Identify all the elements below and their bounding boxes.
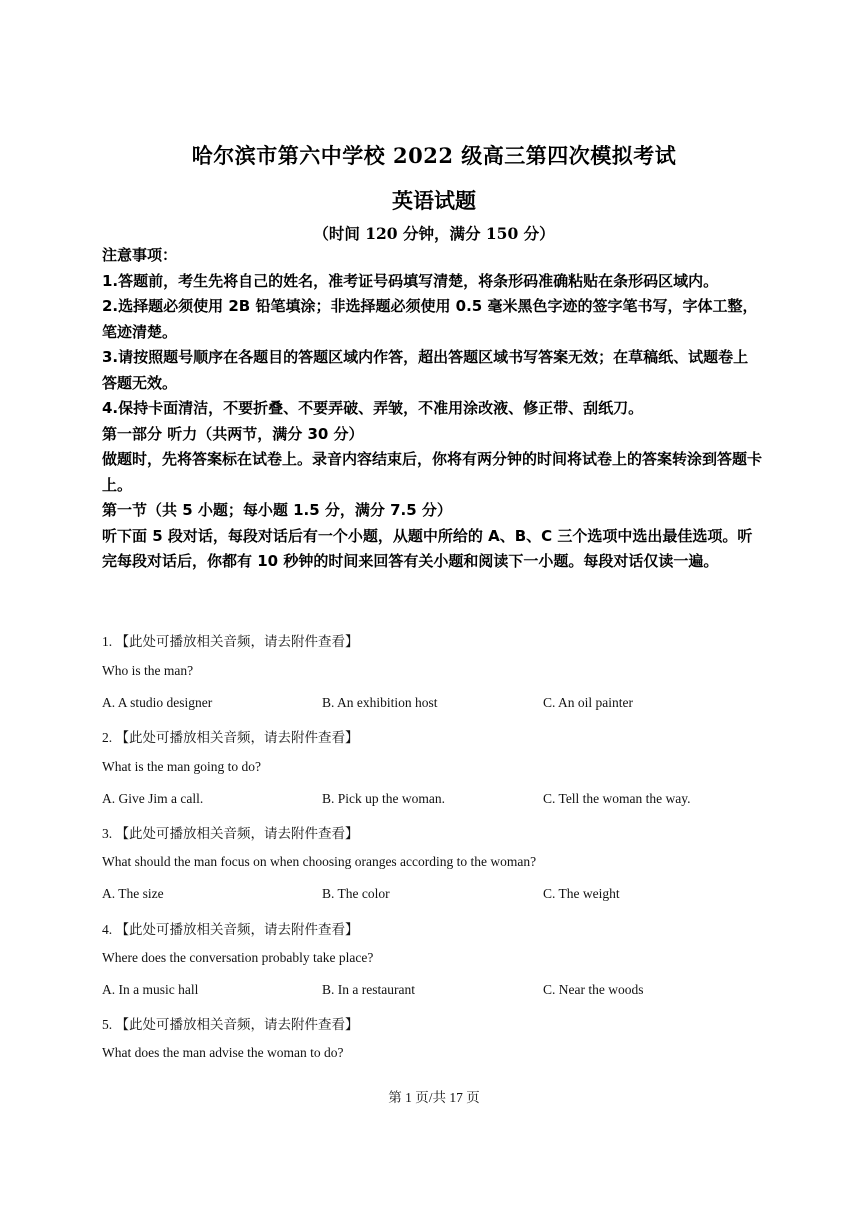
question-2-audio[interactable]: 2. 【此处可播放相关音频，请去附件查看】	[102, 730, 359, 745]
question-4-options	[102, 982, 762, 1000]
question-1-option-c[interactable]: C. An oil painter	[543, 695, 633, 710]
notice-heading: 注意事项：	[102, 246, 178, 264]
notice-item-4: 4.保持卡面清洁，不要折叠、不要弄破、弄皱，不准用涂改液、修正带、刮纸刀。	[102, 399, 644, 417]
question-4-option-c[interactable]: C. Near the woods	[543, 982, 644, 997]
page-number: 第 1 页/共 17 页	[388, 1090, 480, 1105]
question-2-option-b[interactable]: B. Pick up the woman.	[322, 791, 445, 806]
exam-title: 哈尔滨市第六中学校 2022 级高三第四次模拟考试	[191, 143, 677, 168]
question-4-option-b[interactable]: B. In a restaurant	[322, 982, 415, 997]
question-2-options	[102, 791, 762, 809]
part1-description: 做题时，先将答案标在试卷上。录音内容结束后，你将有两分钟的时间将试卷上的答案转涂到答题卡上。	[102, 450, 763, 494]
section1-heading: 第一节（共 5 小题；每小题 1.5 分，满分 7.5 分）	[102, 501, 452, 519]
question-5-audio[interactable]: 5. 【此处可播放相关音频，请去附件查看】	[102, 1017, 359, 1032]
question-3-prompt: What should the man focus on when choosing oranges according to the woman?	[102, 854, 537, 869]
part1-heading: 第一部分 听力（共两节，满分 30 分）	[102, 424, 364, 443]
question-1-options	[102, 695, 762, 713]
question-3-option-b[interactable]: B. The color	[322, 886, 390, 901]
question-4-audio[interactable]: 4. 【此处可播放相关音频，请去附件查看】	[102, 922, 359, 937]
question-3-options	[102, 886, 762, 904]
notice-section	[102, 243, 762, 575]
question-1-option-a[interactable]: A. A studio designer	[102, 695, 213, 710]
question-5-prompt: What does the man advise the woman to do?	[102, 1045, 344, 1060]
question-1-prompt: Who is the man?	[102, 663, 194, 678]
question-4-prompt: Where does the conversation probably take place?	[102, 950, 374, 965]
notice-item-1: 1.答题前，考生先将自己的姓名，准考证号码填写清楚，将条形码准确粘贴在条形码区域内。	[102, 271, 719, 290]
exam-subtitle: 英语试题	[392, 188, 476, 213]
question-3-option-a[interactable]: A. The size	[102, 886, 164, 901]
notice-item-3: 3.请按照题号顺序在各题目的答题区域内作答，超出答题区域书写答案无效；在草稿纸、试题卷上答题无效。	[102, 348, 749, 392]
question-2-option-c[interactable]: C. Tell the woman the way.	[543, 791, 691, 806]
question-4-option-a[interactable]: A. In a music hall	[102, 982, 199, 997]
question-2-prompt: What is the man going to do?	[102, 759, 261, 774]
question-3-audio[interactable]: 3. 【此处可播放相关音频，请去附件查看】	[102, 826, 359, 841]
question-1-option-b[interactable]: B. An exhibition host	[322, 695, 438, 710]
question-2-option-a[interactable]: A. Give Jim a call.	[102, 791, 204, 806]
exam-time-info: （时间 120 分钟，满分 150 分）	[313, 224, 555, 243]
question-3-option-c[interactable]: C. The weight	[543, 886, 620, 901]
section1-description: 听下面 5 段对话，每段对话后有一个小题，从题中所给的 A、B、C 三个选项中选出最佳选项。听完每段对话后，你都有 10 秒钟的时间来回答有关小题和阅读下一小题。每段对话仅读一遍。	[102, 526, 753, 570]
notice-item-2: 2.选择题必须使用 2B 铅笔填涂；非选择题必须使用 0.5 毫米黑色字迹的签字笔书写，字体工整，笔迹清楚。	[102, 297, 758, 341]
question-1-audio[interactable]: 1. 【此处可播放相关音频，请去附件查看】	[102, 634, 359, 649]
